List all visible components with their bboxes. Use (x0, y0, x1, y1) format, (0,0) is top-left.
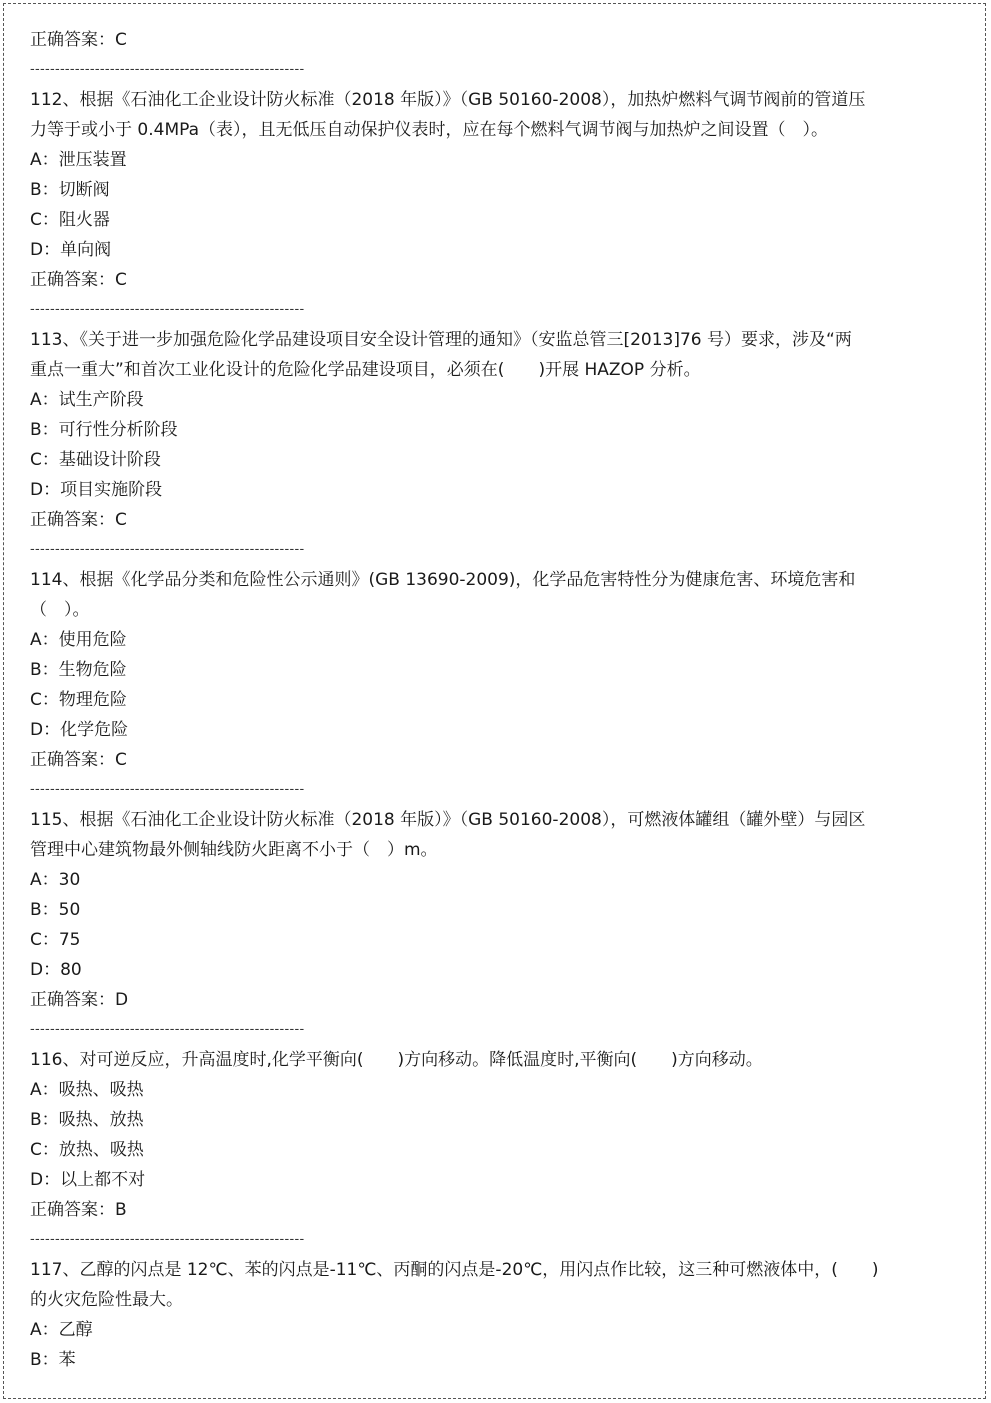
question-stem-line: （ ）。 (30, 600, 90, 620)
question-block (30, 1255, 890, 1375)
correct-answer: 正确答案：C (30, 270, 127, 290)
answer-option: C：75 (30, 930, 81, 950)
answer-option: D：以上都不对 (30, 1170, 146, 1190)
answer-option: C：基础设计阶段 (30, 450, 161, 470)
answer-option: B：切断阀 (30, 180, 110, 200)
separator: ------------------------------------------------------- (30, 62, 305, 77)
question-block (30, 1045, 890, 1255)
question-block (30, 85, 890, 325)
answer-option: B：苯 (30, 1350, 76, 1370)
answer-option: A：试生产阶段 (30, 390, 144, 410)
question-block (30, 565, 890, 805)
separator: ------------------------------------------------------- (30, 542, 305, 557)
answer-option: A：使用危险 (30, 630, 127, 650)
correct-answer: 正确答案：B (30, 1200, 127, 1220)
question-stem-line: 114、根据《化学品分类和危险性公示通则》(GB 13690-2009)，化学品危害特性分为健康危害、环境危害和 (30, 570, 856, 590)
question-stem-line: 重点一重大”和首次工业化设计的危险化学品建设项目，必须在( )开展 HAZOP 分析。 (30, 360, 701, 380)
previous-answer: 正确答案：C (30, 30, 127, 50)
question-stem-line: 的火灾危险性最大。 (30, 1290, 183, 1310)
question-stem-line: 113、《关于进一步加强危险化学品建设项目安全设计管理的通知》（安监总管三[2013]76 号）要求，涉及“两 (30, 330, 852, 350)
answer-option: B：50 (30, 900, 81, 920)
correct-answer: 正确答案：C (30, 510, 127, 530)
answer-option: D：单向阀 (30, 240, 112, 260)
separator: ------------------------------------------------------- (30, 302, 305, 317)
correct-answer: 正确答案：C (30, 750, 127, 770)
answer-option: D：80 (30, 960, 82, 980)
question-stem-line: 112、根据《石油化工企业设计防火标准（2018 年版）》（GB 50160-2008），加热炉燃料气调节阀前的管道压 (30, 90, 866, 110)
question-stem-line: 力等于或小于 0.4MPa（表），且无低压自动保护仪表时，应在每个燃料气调节阀与加热炉之间设置（ ）。 (30, 120, 829, 140)
separator: ------------------------------------------------------- (30, 782, 305, 797)
question-stem-line: 116、对可逆反应，升高温度时,化学平衡向( )方向移动。降低温度时,平衡向( )方向移动。 (30, 1050, 763, 1070)
answer-option: D：化学危险 (30, 720, 129, 740)
separator: ------------------------------------------------------- (30, 1022, 305, 1037)
answer-option: A：泄压装置 (30, 150, 127, 170)
answer-option: B：吸热、放热 (30, 1110, 144, 1130)
answer-option: A：30 (30, 870, 81, 890)
answer-option: C：放热、吸热 (30, 1140, 144, 1160)
correct-answer: 正确答案：D (30, 990, 129, 1010)
question-block (30, 325, 890, 565)
question-list (30, 25, 890, 1375)
answer-option: B：生物危险 (30, 660, 127, 680)
answer-option: D：项目实施阶段 (30, 480, 163, 500)
answer-option: B：可行性分析阶段 (30, 420, 178, 440)
answer-option: A：乙醇 (30, 1320, 93, 1340)
answer-option: C：阻火器 (30, 210, 110, 230)
answer-option: A：吸热、吸热 (30, 1080, 144, 1100)
question-stem-line: 115、根据《石油化工企业设计防火标准（2018 年版）》（GB 50160-2008），可燃液体罐组（罐外壁）与园区 (30, 810, 866, 830)
question-stem-line: 117、乙醇的闪点是 12℃、苯的闪点是-11℃、丙酮的闪点是-20℃，用闪点作比较，这三种可燃液体中，( ) (30, 1260, 879, 1280)
answer-option: C：物理危险 (30, 690, 127, 710)
separator: ------------------------------------------------------- (30, 1232, 305, 1247)
question-stem-line: 管理中心建筑物最外侧轴线防火距离不小于（ ）m。 (30, 840, 438, 860)
question-block (30, 805, 890, 1045)
